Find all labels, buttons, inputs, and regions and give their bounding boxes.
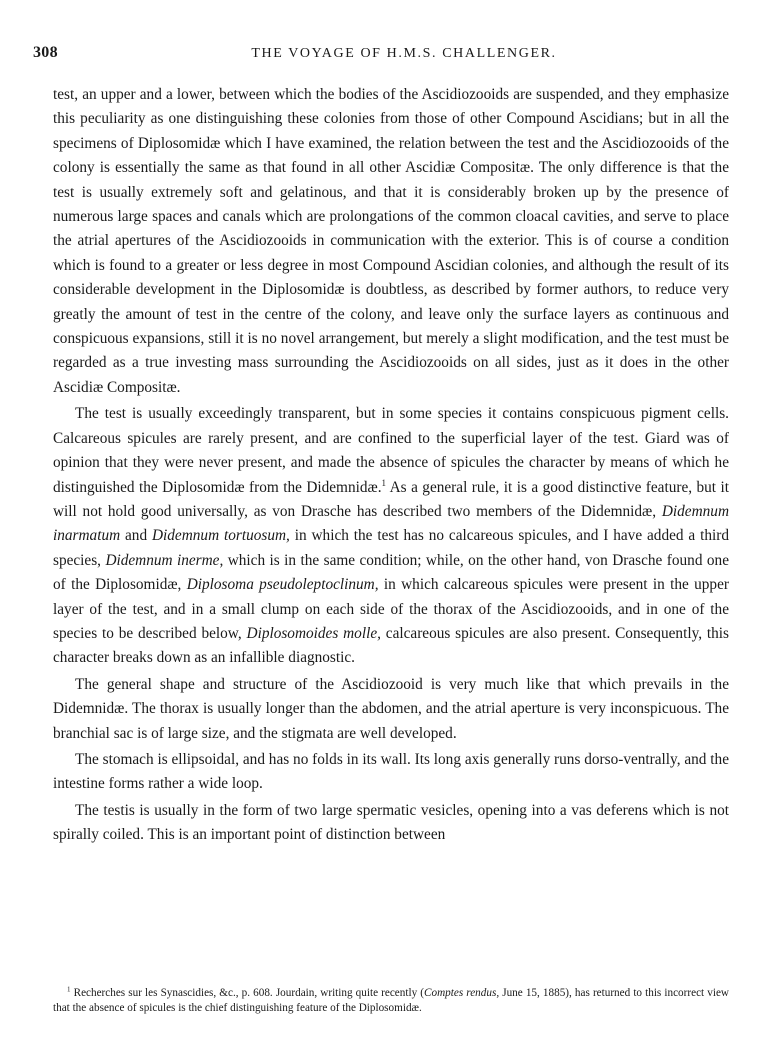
species-name: Diplosomoides molle,: [246, 624, 381, 642]
footnote-1: [53, 986, 729, 1016]
body-text: [53, 83, 729, 848]
paragraph-2: [53, 402, 729, 670]
footnote-ref[interactable]: 1: [381, 477, 387, 488]
text-span: and: [120, 527, 152, 545]
text-span: The test is usually exceedingly transparent, but in some species it contains conspicuous pigment cells. Calcareous spicules are rarely present, and are confined to the superficial layer of the test. Giard was of opinion that they were never present, and made the absence of spicules the character by means of which he distinguished the Diplosomidæ from the Didemnidæ.: [53, 405, 729, 496]
footnotes: [53, 986, 729, 1016]
species-name: Didemnum tortuosum,: [151, 527, 290, 545]
footnote-marker: 1: [67, 985, 71, 994]
page-header: [33, 44, 735, 66]
text-span: which is in the same condition; while, on the other hand, von Drasche found one of the Diplosomidæ,: [53, 551, 729, 594]
citation-title: Comptes rendus,: [424, 987, 500, 999]
text-span: Recherches sur les Synascidies, &c., p. 608. Jourdain, writing quite recently (: [70, 987, 425, 999]
species-name: Didemnum inerme,: [105, 551, 224, 569]
species-name: Didemnum inarmatum: [53, 502, 729, 545]
text-span: June 15, 1885), has returned to this incorrect view that the absence of spicules is the chief distinguishing feature of the Diplosomidæ.: [53, 987, 729, 1014]
text-span: As a general rule, it is a good distinctive feature, but it will not hold good universally, as von Drasche has described two members of the Didemnidæ,: [53, 478, 729, 520]
paragraph-5: The testis is usually in the form of two large spermatic vesicles, opening into a vas deferens which is not spirally coiled. This is an important point of distinction between: [53, 801, 729, 844]
species-name: Diplosoma pseudoleptoclinum,: [186, 576, 379, 594]
text-span: in which the test has no calcareous spicules, and I have added a third species,: [53, 527, 729, 569]
paragraph-4: The stomach is ellipsoidal, and has no folds in its wall. Its long axis generally runs dorso-ventrally, and the intestine forms rather a wide loop.: [53, 750, 729, 793]
paragraph-3: The general shape and structure of the Ascidiozooid is very much like that which prevails in the Didemnidæ. The thorax is usually longer than the abdomen, and the atrial aperture is very inconspicuous. The branchial sac is of large size, and the stigmata are well developed.: [53, 675, 729, 742]
running-title: THE VOYAGE OF H.M.S. CHALLENGER.: [251, 46, 557, 61]
page-number: 308: [33, 44, 58, 61]
text-span: in which calcareous spicules were present in the upper layer of the test, and in a small clump on each side of the thorax of the Ascidiozooids, and in one of the species to be described below,: [53, 576, 729, 642]
text-span: calcareous spicules are also present. Consequently, this character breaks down as an infallible diagnostic.: [53, 624, 729, 667]
paragraph-1: test, an upper and a lower, between which the bodies of the Ascidiozooids are suspended, and they emphasize this peculiarity as one distinguishing these colonies from those of other Compound Ascidians; but in all the specimens of Diplosomidæ which I have examined, the relation between the test and the Ascidiozooids of the colony is essentially the same as that found in all other Ascidiæ Compositæ. The only difference is that the test is usually extremely soft and gelatinous, and that it is considerably broken up by the presence of numerous large spaces and canals which are prolongations of the common cloacal cavities, and serve to place the atrial apertures of the Ascidiozooids in communication with the exterior. This is of course a condition which is found to a greater or less degree in most Compound Ascidian colonies, and although the result of its considerable development in the Diplosomidæ is doubtless, as described by former authors, to reduce very greatly the amount of test in the centre of the colony, and leave only the surface layers as continuous and conspicuous expansions, still it is no novel arrangement, but merely a slight modification, and the test must be regarded as a true investing mass surrounding the Ascidiozooids on all sides, just as it does in the other Ascidiæ Compositæ.: [53, 86, 729, 396]
